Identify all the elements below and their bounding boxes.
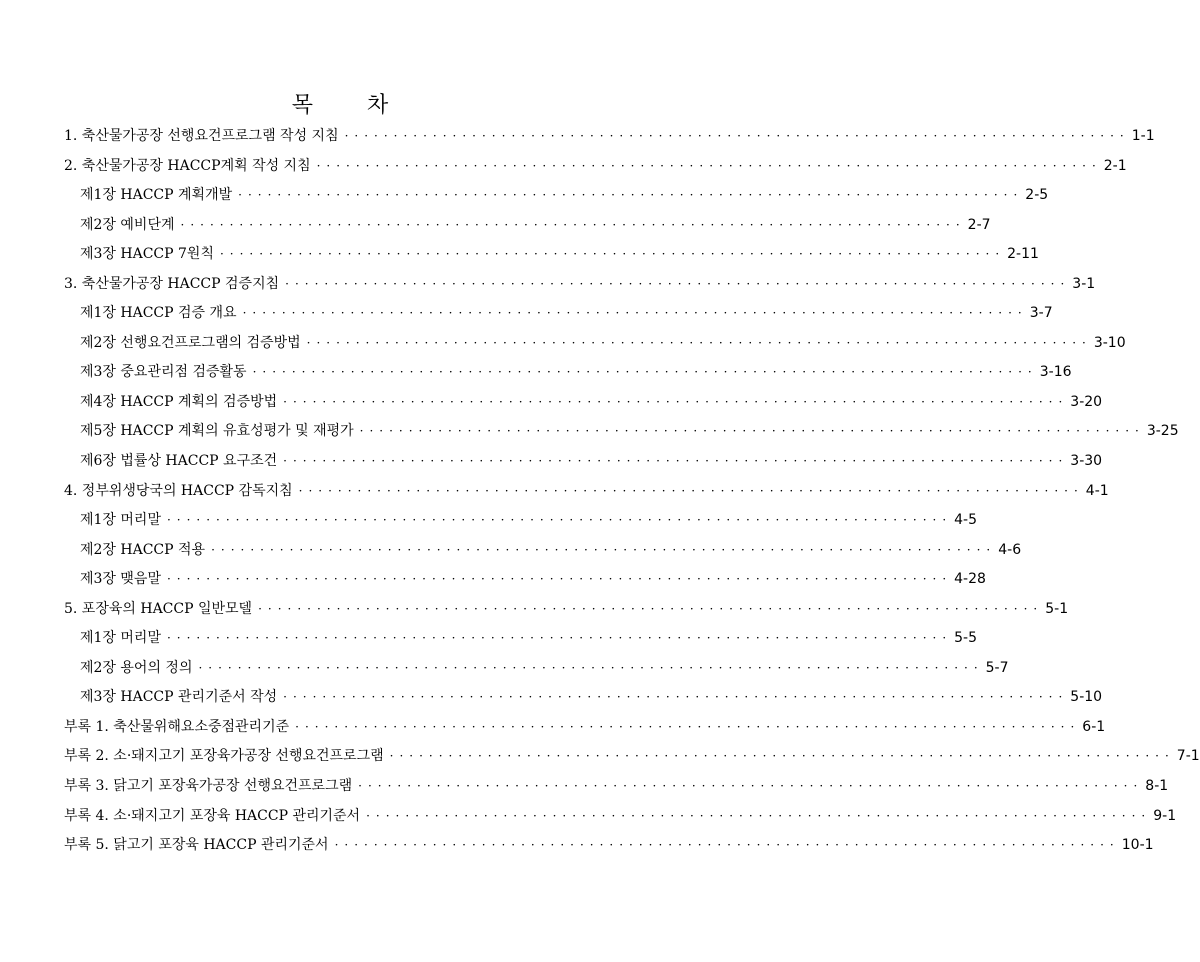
toc-entry-page: 4-6 — [998, 541, 1022, 558]
toc-leader-dots: ················································································ — [258, 601, 1044, 616]
toc-entry-label: 제1장 HACCP 계획개발 — [80, 187, 233, 204]
toc-entry-page: 5-7 — [985, 659, 1009, 676]
toc-entry — [64, 831, 1154, 861]
toc-entry — [64, 713, 1106, 743]
toc-entry-label: 3. 축산물가공장 HACCP 검증지침 — [64, 275, 280, 292]
toc-entry-page: 2-1 — [1103, 157, 1127, 174]
toc-entry-label: 제3장 맺음말 — [80, 571, 161, 588]
toc-leader-dots: ················································································ — [298, 483, 1084, 498]
title-left: 목 — [291, 93, 313, 118]
toc-entry-label: 제3장 HACCP 관리기준서 작성 — [80, 689, 278, 706]
toc-entry-label: 부록 5. 닭고기 포장육 HACCP 관리기준서 — [64, 837, 329, 854]
toc-entry-label: 제1장 머리말 — [80, 630, 161, 647]
toc-leader-dots: ················································································ — [366, 808, 1152, 823]
toc-entry-page: 3-1 — [1072, 275, 1096, 292]
toc-leader-dots: ················································································ — [166, 572, 953, 587]
toc-entry — [64, 595, 1069, 625]
toc-entry-label: 제2장 예비단계 — [80, 216, 175, 233]
toc-leader-dots: ················································································ — [359, 424, 1145, 439]
toc-entry-page: 3-30 — [1070, 453, 1103, 470]
toc-leader-dots: ················································································ — [283, 690, 1069, 705]
toc-subentry — [64, 329, 1126, 359]
toc-entry-label: 제2장 용어의 정의 — [80, 659, 193, 676]
table-of-contents — [64, 122, 1200, 861]
toc-entry — [64, 772, 1169, 802]
toc-entry-label: 2. 축산물가공장 HACCP계획 작성 지침 — [64, 157, 311, 174]
toc-entry-label: 5. 포장육의 HACCP 일반모델 — [64, 600, 253, 617]
toc-leader-dots: ················································································ — [283, 394, 1069, 409]
toc-subentry — [64, 565, 986, 595]
toc-entry-page: 4-1 — [1085, 482, 1109, 499]
toc-entry-page: 3-7 — [1029, 305, 1053, 322]
toc-entry-label: 제3장 중요관리점 검증활동 — [80, 364, 247, 381]
toc-entry-label: 제2장 HACCP 적용 — [80, 541, 206, 558]
toc-leader-dots: ················································································ — [306, 335, 1092, 350]
toc-entry-label: 제1장 HACCP 검증 개요 — [80, 305, 237, 322]
toc-subentry — [64, 683, 1103, 713]
toc-leader-dots: ················································································ — [285, 276, 1071, 291]
toc-entry-page: 5-5 — [954, 630, 978, 647]
toc-entry-label: 부록 1. 축산물위해요소중점관리기준 — [64, 718, 290, 735]
toc-leader-dots: ················································································ — [334, 838, 1120, 853]
toc-entry — [64, 152, 1127, 182]
toc-entry-page: 4-28 — [954, 571, 986, 588]
title-right: 차 — [367, 93, 389, 118]
toc-subentry — [64, 358, 1072, 388]
toc-entry-page: 5-10 — [1070, 689, 1103, 706]
toc-subentry — [64, 506, 978, 536]
toc-leader-dots: ················································································ — [166, 631, 953, 646]
toc-entry-page: 10-1 — [1121, 837, 1154, 854]
toc-leader-dots: ················································································ — [252, 365, 1038, 380]
toc-entry-page: 2-5 — [1025, 187, 1049, 204]
toc-entry-label: 제3장 HACCP 7원칙 — [80, 246, 214, 263]
toc-entry — [64, 477, 1109, 507]
toc-entry-label: 부록 2. 소·돼지고기 포장육가공장 선행요건프로그램 — [64, 748, 384, 765]
toc-entry — [64, 742, 1200, 772]
page-title — [0, 88, 680, 119]
toc-subentry — [64, 299, 1053, 329]
toc-entry-label: 제6장 법률상 HACCP 요구조건 — [80, 453, 278, 470]
toc-entry-label: 부록 3. 닭고기 포장육가공장 선행요건프로그램 — [64, 778, 353, 795]
toc-entry-page: 5-1 — [1045, 600, 1069, 617]
toc-entry-label: 제4장 HACCP 계획의 검증방법 — [80, 393, 278, 410]
toc-entry — [64, 122, 1155, 152]
toc-entry-page: 7-1 — [1176, 748, 1200, 765]
toc-subentry — [64, 447, 1103, 477]
toc-leader-dots: ················································································ — [198, 660, 984, 675]
toc-entry-page: 2-11 — [1007, 246, 1039, 263]
toc-entry-label: 제1장 머리말 — [80, 512, 161, 529]
toc-entry-page: 3-16 — [1039, 364, 1072, 381]
toc-entry-label: 부록 4. 소·돼지고기 포장육 HACCP 관리기준서 — [64, 807, 361, 824]
toc-entry-label: 제2장 선행요건프로그램의 검증방법 — [80, 334, 301, 351]
toc-entry-page: 3-20 — [1070, 393, 1103, 410]
toc-subentry — [64, 240, 1039, 270]
toc-entry-page: 2-7 — [967, 216, 991, 233]
toc-entry-label: 제5장 HACCP 계획의 유효성평가 및 재평가 — [80, 423, 354, 440]
toc-subentry — [64, 388, 1103, 418]
toc-leader-dots: ················································································ — [219, 247, 1006, 262]
toc-leader-dots: ················································································ — [166, 513, 953, 528]
toc-leader-dots: ················································································ — [316, 158, 1102, 173]
toc-leader-dots: ················································································ — [180, 217, 966, 232]
toc-entry — [64, 270, 1096, 300]
toc-subentry — [64, 624, 978, 654]
toc-leader-dots: ················································································ — [295, 719, 1081, 734]
toc-entry-label: 4. 정부위생당국의 HACCP 감독지침 — [64, 482, 293, 499]
toc-subentry — [64, 211, 991, 241]
toc-entry-page: 9-1 — [1153, 807, 1177, 824]
toc-subentry — [64, 417, 1179, 447]
toc-leader-dots: ················································································ — [358, 779, 1144, 794]
toc-entry-page: 3-10 — [1093, 334, 1126, 351]
toc-leader-dots: ················································································ — [238, 188, 1024, 203]
toc-entry-page: 8-1 — [1145, 778, 1169, 795]
toc-entry-label: 1. 축산물가공장 선행요건프로그램 작성 지침 — [64, 128, 339, 144]
toc-subentry — [64, 654, 1009, 684]
toc-entry-page: 1-1 — [1131, 128, 1155, 144]
toc-leader-dots: ················································································ — [283, 454, 1069, 469]
toc-leader-dots: ················································································ — [242, 306, 1028, 321]
toc-entry-page: 6-1 — [1082, 718, 1106, 735]
toc-entry-page: 4-5 — [954, 512, 978, 529]
toc-subentry — [64, 181, 1049, 211]
toc-leader-dots: ················································································ — [344, 129, 1130, 143]
toc-entry-page: 3-25 — [1146, 423, 1179, 440]
toc-leader-dots: ················································································ — [211, 542, 997, 557]
toc-subentry — [64, 536, 1022, 566]
toc-entry — [64, 802, 1177, 832]
toc-leader-dots: ················································································ — [389, 749, 1175, 764]
